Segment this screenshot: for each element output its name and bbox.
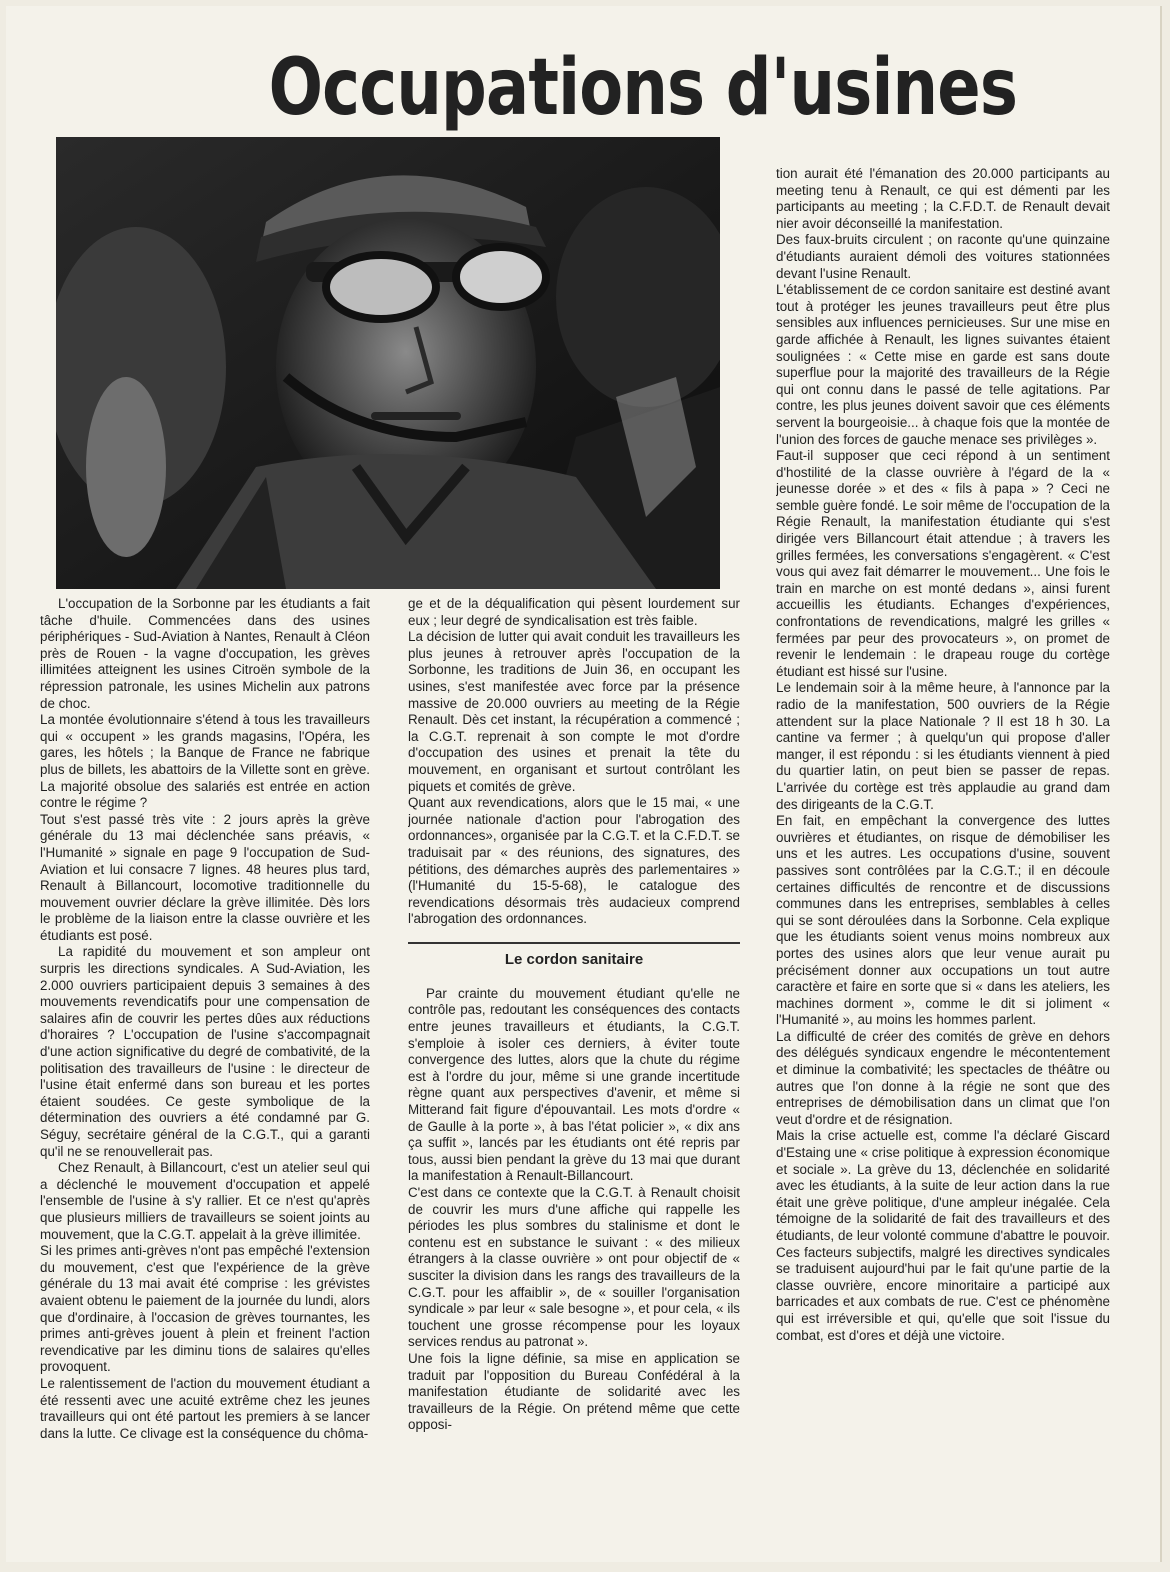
section-title: Le cordon sanitaire xyxy=(504,950,644,968)
paragraph: Chez Renault, à Billancourt, c'est un atelier seul qui a déclenché le mouvement d'occupation et appelé l'ensemble de l'usine à s'y rallier. Et ce n'est qu'après que plusieurs milliers de travailleurs se soient joints au mouvement, que la C.G.T. appelait à la grève illimitée. xyxy=(40,1160,370,1242)
paragraph: En fait, en empêchant la convergence des luttes ouvrières et étudiantes, on risque de démobiliser les uns et les autres. Les occupations d'usine, souvent passives sont contrôlées par la C.G.T.; il en découle certaines difficultés de rencontre et de discussions communes dans les entreprises, semblables à celles qui se sont déroulées dans la Sorbonne. Cela explique que les étudiants soient venus moins nombreux aux portes des usines alors que leur venue aurait pu précisément donner aux occupations un tout autre caractère et faire en sorte que si « dans les ateliers, les machines dorment », comme le dit si joliment « l'Humanité », au moins les hommes parlent. xyxy=(776,813,1110,1028)
paragraph: C'est dans ce contexte que la C.G.T. à Renault choisit de couvrir les murs d'une affiche qui rappelle les périodes les plus sombres du stalinisme et dont le contenu est en substance le suivant : « des milieux étrangers à la classe ouvrière » ont pour objectif de « susciter la division dans les rangs des travailleurs de la C.G.T. pour les affaiblir », de « souiller l'organisation syndicale » par leur « sale besogne », et pour cela, « ils touchent une grosse récompense pour les loyaux services rendus au patronat ». xyxy=(408,1185,740,1350)
paragraph: Des faux-bruits circulent ; on raconte qu'une quinzaine d'étudiants auraient démoli des voitures stationnées devant l'usine Renault. xyxy=(776,232,1110,281)
paragraph: Mais la crise actuelle est, comme l'a déclaré Giscard d'Estaing une « crise politique à expression économique et sociale ». La grève du 13, déclenchée en solidarité avec les étudiants, à la suite de leur action dans la rue était une grève politique, d'une ampleur inégalée. Cela témoigne de la solidarité de fait des travailleurs et des étudiants, de leur volonté commune d'abattre le pouvoir. Ces facteurs subjectifs, malgré les directives syndicales se traduisent aujourd'hui par le fait qu'une partie de la classe ouvrière, encore minoritaire a participé aux barricades et aux combats de rue. C'est ce phénomène qui est irréversible et qui, qu'elle que soit l'issue du combat, est d'ores et déjà une victoire. xyxy=(776,1128,1110,1343)
paragraph: La rapidité du mouvement et son ampleur ont surpris les directions syndicales. A Sud-Aviation, les 2.000 ouvriers participaient depuis 3 semaines à des mouvements revendicatifs pour une compensation de salaires afin de couvrir les pertes dûes aux réductions d'horaires ? L'occupation de l'usine s'accompagnait d'une action significative du degré de combativité, de la politisation des travailleurs de l'usine : le directeur de l'usine était enfermé dans son bureau et les portes étaient soudées. Ce geste symbolique de la détermination des ouvriers a été condamné par G. Séguy, secrétaire général de la C.G.T., qui a garanti qu'il ne se renouvellerait pas. xyxy=(40,944,370,1159)
column-3 xyxy=(776,166,1110,1526)
paragraph: Le ralentissement de l'action du mouvement étudiant a été ressenti avec une acuité extrême chez les jeunes travailleurs qui ont été partout les premiers à se lancer dans la lutte. Ce clivage est la conséquence du chôma- xyxy=(40,1375,370,1441)
paragraph: L'établissement de ce cordon sanitaire est destiné avant tout à protéger les jeunes travailleurs peut être plus sensibles aux influences pernicieuses. Sur une mise en garde affichée à Renault, les lignes suivantes étaient soulignées : « Cette mise en garde est sans doute superflue pour la majorité des travailleurs de la Régie qui ont connu dans le passé de telle agitations. Par contre, les plus jeunes doivent savoir que ces éléments servent la bourgeoisie... à chaque fois que la montée de l'union des forces de gauche menace ses privilèges ». xyxy=(776,282,1110,447)
paragraph: La difficulté de créer des comités de grève en dehors des délégués syndicaux engendre le mécontentement et diminue la combativité; les spectacles de théâtre ou autres que l'on donne à la régie ne sont que des entreprises de démobilisation dans un climat que l'on veut d'ordre et de résignation. xyxy=(776,1028,1110,1127)
paragraph: Tout s'est passé très vite : 2 jours après la grève générale du 13 mai déclenchée sans préavis, « l'Humanité » signale en page 9 l'occupation de Sud-Aviation et lui consacre 7 lignes. 48 heures plus tard, Renault à Billancourt, locomotive traditionnelle du mouvement ouvrier déclare la grève illimitée. Dès lors le problème de la liaison entre la classe ouvrière et les étudiants est posé. xyxy=(40,811,370,943)
column-2 xyxy=(408,596,740,1526)
headline: Occupations d'usines xyxy=(268,43,1018,133)
paragraph: La montée évolutionnaire s'étend à tous les travailleurs qui « occupent » les grands magasins, l'Opéra, les gares, les hôtels ; la Banque de France ne fabrique plus de billets, les abattoirs de la Villette sont en grève. La majorité obsolue des salariés est entrée en action contre le régime ? xyxy=(40,712,370,811)
paragraph: ge et de la déqualification qui pèsent lourdement sur eux ; leur degré de syndicalisation est très faible. xyxy=(408,596,740,628)
article-photo xyxy=(56,137,720,589)
paragraph: L'occupation de la Sorbonne par les étudiants a fait tâche d'huile. Commencées dans des usines périphériques - Sud-Aviation à Nantes, Renault à Cléon près de Rouen - la vagne d'occupation, les grèves illimitées atteignent les usines Citroën symbole de la répression patronale, les usines Michelin aux patrons de choc. xyxy=(40,596,370,711)
paragraph: La décision de lutter qui avait conduit les travailleurs les plus jeunes à retrouver après l'occupation de la Sorbonne, les traditions de Juin 36, en occupant les usines, s'est manifestée avec force par la présence massive de 20.000 ouvriers au meeting de la Régie Renault. Dès cet instant, la récupération a commencé ; la C.G.T. reprenait à son compte le mot d'ordre d'occupation des usines et prenait la tête du mouvement, en organisant et surtout contrôlant les piquets et comités de grève. xyxy=(408,629,740,794)
paragraph: Si les primes anti-grèves n'ont pas empêché l'extension du mouvement, c'est que l'expérience de la grève générale du 13 mai avait été comprise : les grévistes avaient obtenu le paiement de la journée du lundi, alors que d'ordinaire, à l'occasion de grèves tournantes, les primes anti-grèves jouent à plein et freinent l'action revendicative par les diminu tions de salaires qu'elles provoquent. xyxy=(40,1243,370,1375)
photo-illustration xyxy=(56,137,720,589)
column-1 xyxy=(40,596,370,1526)
paragraph: Le lendemain soir à la même heure, à l'annonce par la radio de la manifestation, 500 ouvriers de la Régie attendent sur la place Nationale ? Il est 18 h 30. La cantine va fermer ; à quelqu'un qui propose d'aller manger, il est répondu : si les étudiants viennent à pied du quartier latin, on peut bien se passer de repas. L'arrivée du cortège est très applaudie au grand dam des dirigeants de la C.G.T. xyxy=(776,680,1110,812)
section-divider xyxy=(408,942,740,970)
paragraph: Par crainte du mouvement étudiant qu'elle ne contrôle pas, redoutant les conséquences des contacts entre jeunes travailleurs et étudiants, la C.G.T. s'emploie à isoler ces derniers, à éviter toute convergence des luttes, alors que la chute du régime est à l'ordre du jour, même si une grande incertitude règne quant aux perspectives d'avenir, et même si Mitterand fait figure d'épouvantail. Les mots d'ordre « de Gaulle à la porte », à bas l'état policier », « dix ans ça suffit », lancés par les étudiants ont été repris par tous, aussi bien pendant la grève du 13 mai que durant la manifestation à Renault-Billancourt. xyxy=(408,985,740,1184)
paragraph: Faut-il supposer que ceci répond à un sentiment d'hostilité de la classe ouvrière à l'égard de la « jeunesse dorée » et des « fils à papa » ? Ceci ne semble guère fondé. Le soir même de l'occupation de la Régie Renault, la manifestation étudiante qui s'est dirigée vers Billancourt était attendue ; à travers les grilles fermées, les conversations s'engagèrent. « C'est vous qui avez fait démarrer le mouvement... Une fois le train en marche on est monté dedans », ainsi furent accueillis les étudiants. Echanges d'expériences, confrontations de revendications, malgré les grilles « fermées par peur des provocateurs », on promet de revenir le lendemain : le drapeau rouge du cortège étudiant est hissé sur l'usine. xyxy=(776,448,1110,679)
paragraph: Quant aux revendications, alors que le 15 mai, « une journée nationale d'action pour l'abrogation des ordonnances», organisée par la C.G.T. et la C.F.D.T. se traduisait par « des réunions, des signatures, des pétitions, des démarches auprès des parlementaires » (l'Humanité du 15-5-68), le catalogue des revendications désormais très audacieux comprend l'abrogation des ordonnances. xyxy=(408,795,740,927)
paragraph: tion aurait été l'émanation des 20.000 participants au meeting tenu à Renault, ce qui est démenti par les participants au meeting ; la C.F.D.T. de Renault devait nier avoir déconseillé la manifestation. xyxy=(776,166,1110,231)
paragraph: Une fois la ligne définie, sa mise en application se traduit par l'opposition du Bureau Confédéral à la manifestation étudiante de solidarité avec les travailleurs de la Régie. On prétend même que cette opposi- xyxy=(408,1350,740,1433)
